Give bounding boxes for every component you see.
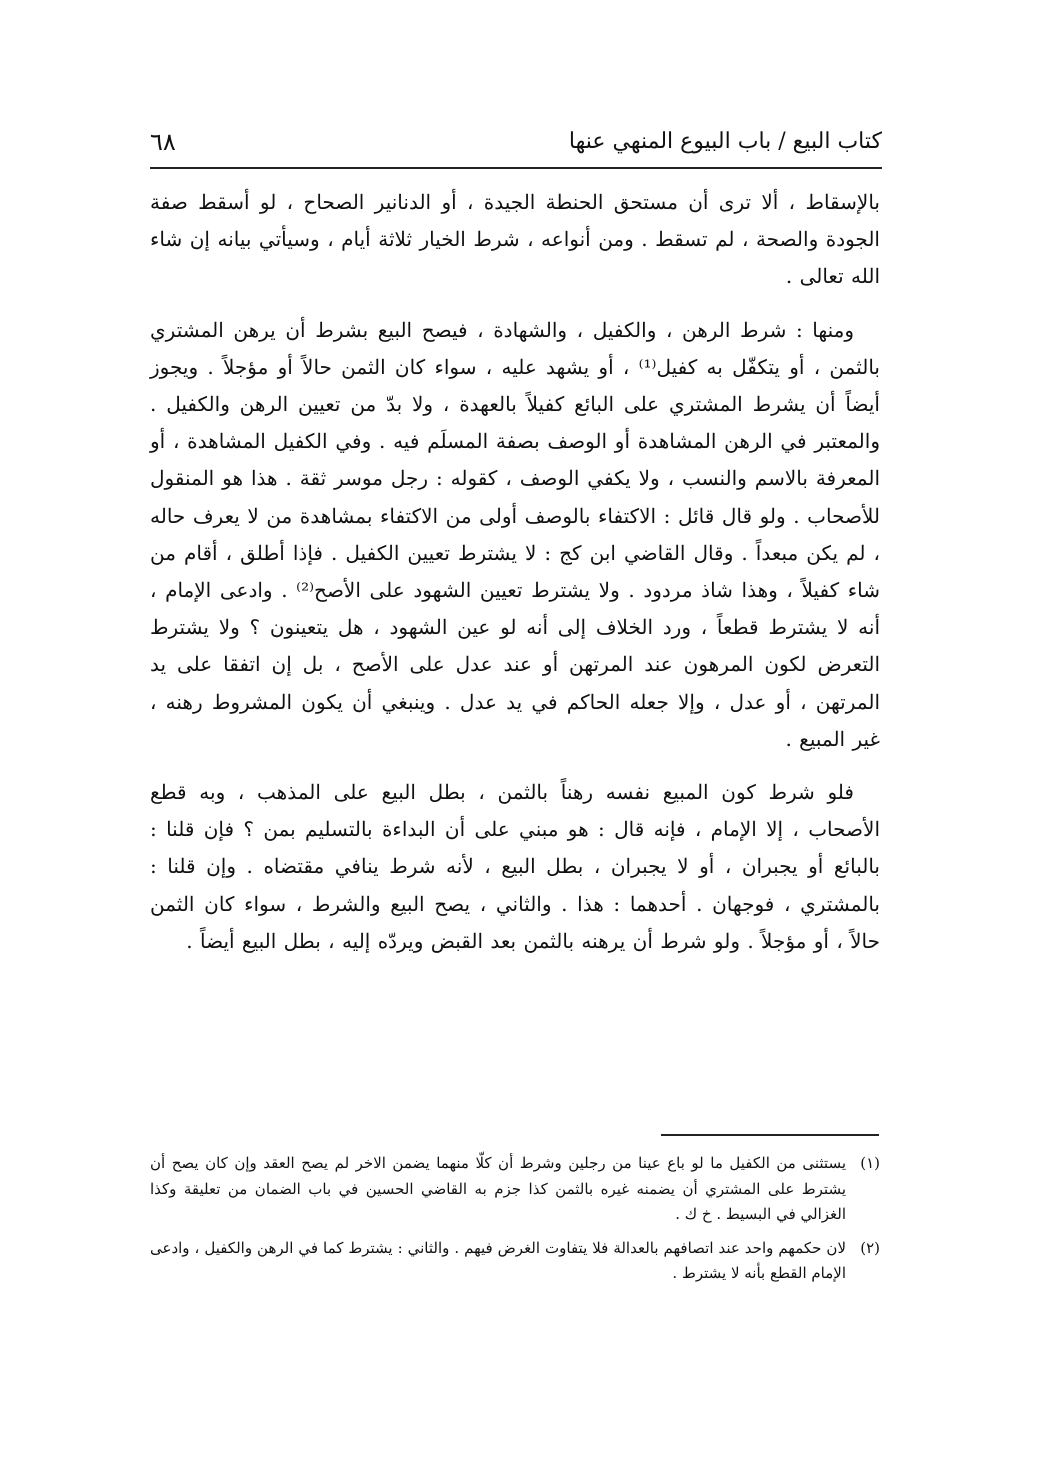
- footnote-text: لان حكمهم واحد عند اتصافهم بالعدالة فلا يتفاوت الغرض فيهم . والثاني : يشترط كما في الرهن والكفيل ، وادعى الإمام القطع بأنه لا يشترط .: [150, 1238, 846, 1283]
- footnote-separator: [661, 1134, 879, 1136]
- footnote-marker: (٢): [860, 1238, 880, 1257]
- header-rule: [150, 167, 882, 169]
- footnote: [150, 1236, 880, 1287]
- page-header: [150, 124, 882, 168]
- paragraph: بالإسقاط ، ألا ترى أن مستحق الحنطة الجيدة ، أو الدنانير الصحاح ، لو أسقط صفة الجودة والصحة ، لم تسقط . ومن أنواعه ، شرط الخيار ثلاثة أيام ، وسيأتي بيانه إن شاء الله تعالى .: [150, 190, 880, 289]
- running-title: كتاب البيع / باب البيوع المنهي عنها: [568, 129, 882, 154]
- footnote-marker: (١): [860, 1154, 880, 1172]
- footnote: [150, 1151, 880, 1228]
- main-text: [150, 184, 880, 960]
- footnotes: [150, 1151, 880, 1295]
- footnote-text: يستثنى من الكفيل ما لو باع عينا من رجلين وشرط أن كلّا منهما يضمن الاخر لم يصح العقد وإن كان يصح أن يشترط على المشتري أن يضمنه غيره بالثمن كذا جزم به القاضي الحسين في باب الضمان من تعليقة وكذا الغزالي في البسيط . خ ك .: [150, 1154, 846, 1224]
- paragraph: ومنها : شرط الرهن ، والكفيل ، والشهادة ، فيصح البيع بشرط أن يرهن المشتري بالثمن ، أو يتكفّل به كفيل⁽¹⁾ ، أو يشهد عليه ، سواء كان الثمن حالاً أو مؤجلاً . ويجوز أيضاً أن يشرط المشتري على البائع كفيلاً بالعهدة ، ولا بدّ من تعيين الرهن والكفيل . والمعتبر في الرهن المشاهدة أو الوصف بصفة المسلَم فيه . وفي الكفيل المشاهدة ، أو المعرفة بالاسم والنسب ، ولا يكفي الوصف ، كقوله : رجل موسر ثقة . هذا هو المنقول للأصحاب . ولو قال قائل : الاكتفاء بالوصف أولى من الاكتفاء بمشاهدة من لا يعرف حاله ، لم يكن مبعداً . وقال القاضي ابن كج : لا يشترط تعيين الكفيل . فإذا أطلق ، أقام من شاء كفيلاً ، وهذا شاذ مردود . ولا يشترط تعيين الشهود على الأصح⁽²⁾ . وادعى الإمام ، أنه لا يشترط قطعاً ، ورد الخلاف إلى أنه لو عين الشهود ، هل يتعينون ؟ ولا يشترط التعرض لكون المرهون عند المرتهن أو عند عدل على الأصح ، بل إن اتفقا على يد المرتهن ، أو عدل ، وإلا جعله الحاكم في يد عدل . وينبغي أن يكون المشروط رهنه ، غير المبيع .: [150, 317, 880, 751]
- page-number: ٦٨: [150, 128, 176, 156]
- paragraph: فلو شرط كون المبيع نفسه رهناً بالثمن ، بطل البيع على المذهب ، وبه قطع الأصحاب ، إلا الإمام ، فإنه قال : هو مبني على أن البداءة بالتسليم بمن ؟ فإن قلنا : بالبائع أو يجبران ، أو لا يجبران ، بطل البيع ، لأنه شرط ينافي مقتضاه . وإن قلنا : بالمشتري ، فوجهان . أحدهما : هذا . والثاني ، يصح البيع والشرط ، سواء كان الثمن حالاً ، أو مؤجلاً . ولو شرط أن يرهنه بالثمن بعد القبض ويردّه إليه ، بطل البيع أيضاً .: [150, 780, 880, 953]
